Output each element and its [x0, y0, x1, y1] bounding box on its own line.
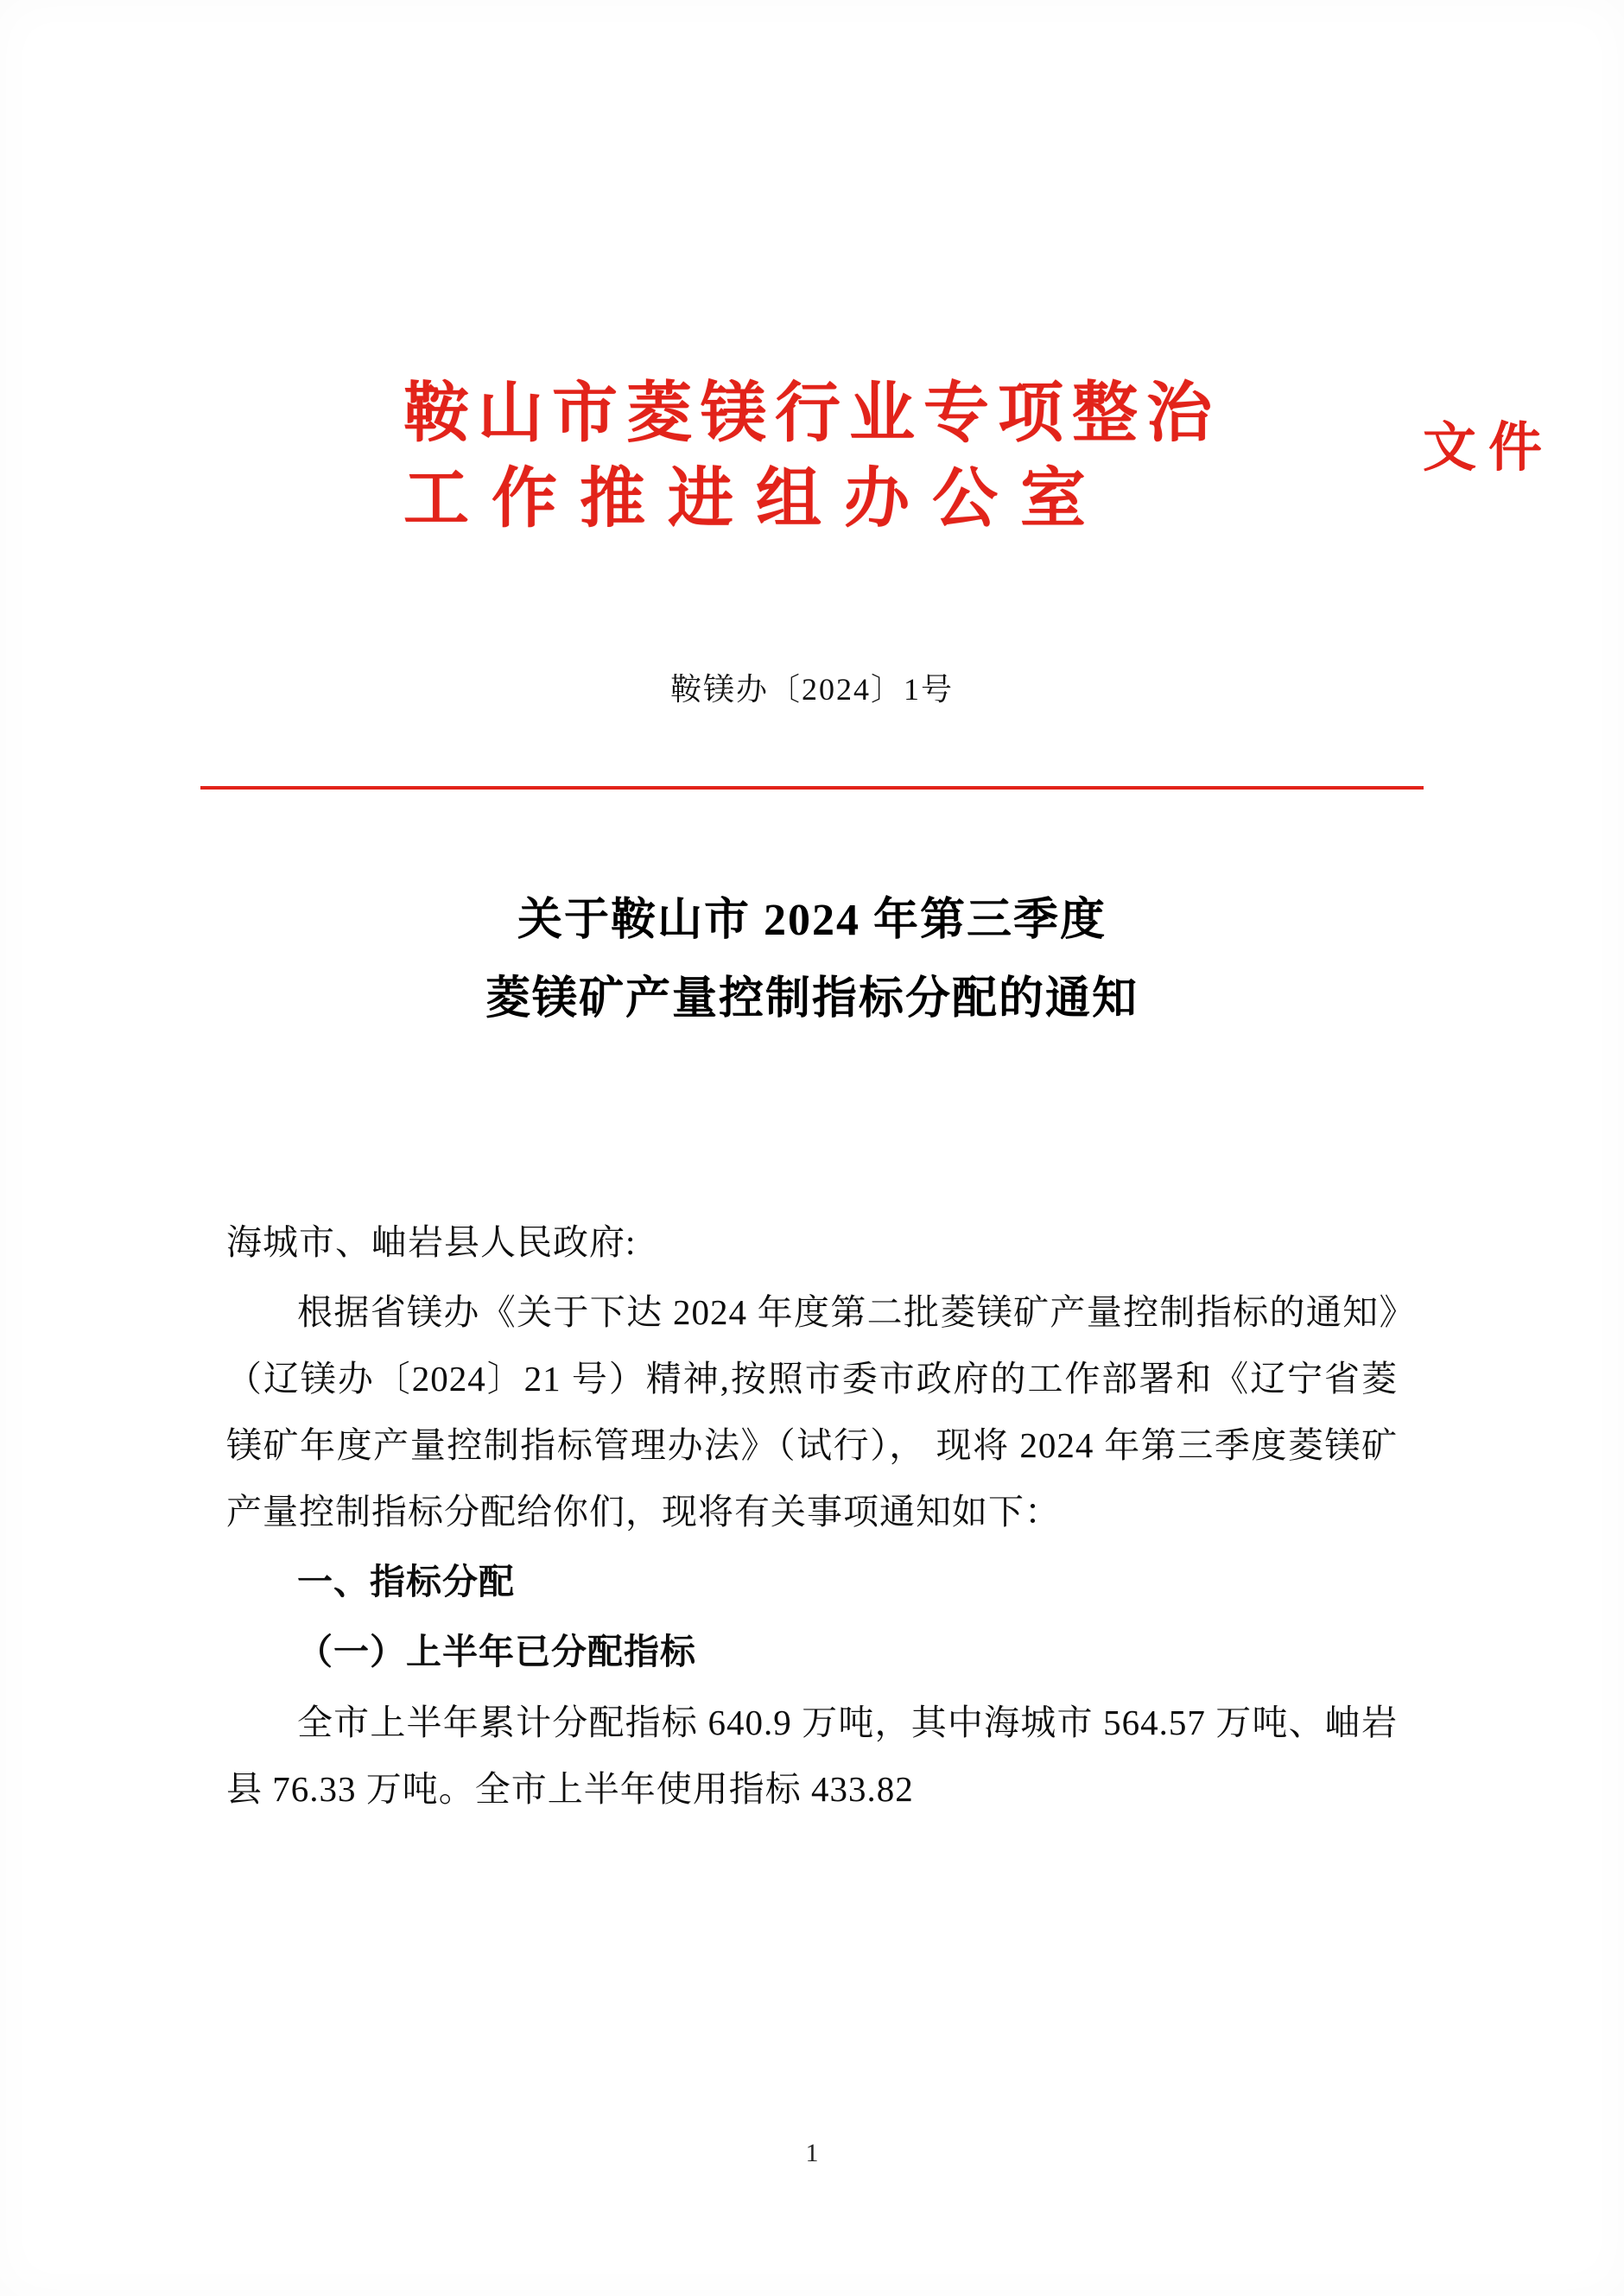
section-heading-1: 一、指标分配	[297, 1562, 515, 1602]
document-number: 鞍镁办〔2024〕1号	[669, 672, 954, 707]
red-divider-rule	[200, 786, 1424, 790]
letterhead-line-1: 鞍山市菱镁行业专项整治	[403, 377, 1221, 450]
page-title	[259, 881, 1365, 1038]
letterhead-title-block	[403, 371, 1555, 542]
document-body	[226, 1209, 1398, 1826]
recipient-line: 海城市、岫岩县人民政府:	[226, 1222, 637, 1262]
page-title-line-1: 关于鞍山市 2024 年第三季度	[517, 896, 1107, 945]
letterhead	[0, 371, 1624, 542]
page-title-line-2: 菱镁矿产量控制指标分配的通知	[485, 974, 1139, 1024]
page-number: 1	[805, 2139, 819, 2167]
body-paragraph-1: 根据省镁办《关于下达 2024 年度第二批菱镁矿产量控制指标的通知》（辽镁办〔2024〕21 号）精神,按照市委市政府的工作部署和《辽宁省菱镁矿年度产量控制指标管理办法》（试行）， 现将 2024 年第三季度菱镁矿产量控制指标分配给你们，现将有关事项通知如下：	[226, 1292, 1398, 1532]
letterhead-line-2: 工作推进组办公室	[403, 462, 1108, 536]
letterhead-badge-wenjian: 文件	[1423, 419, 1555, 478]
section-body-paragraph: 全市上半年累计分配指标 640.9 万吨，其中海城市 564.57 万吨、岫岩县 76.33 万吨。全市上半年使用指标 433.82	[226, 1702, 1398, 1809]
subsection-heading-1: （一）上半年已分配指标	[297, 1632, 696, 1672]
